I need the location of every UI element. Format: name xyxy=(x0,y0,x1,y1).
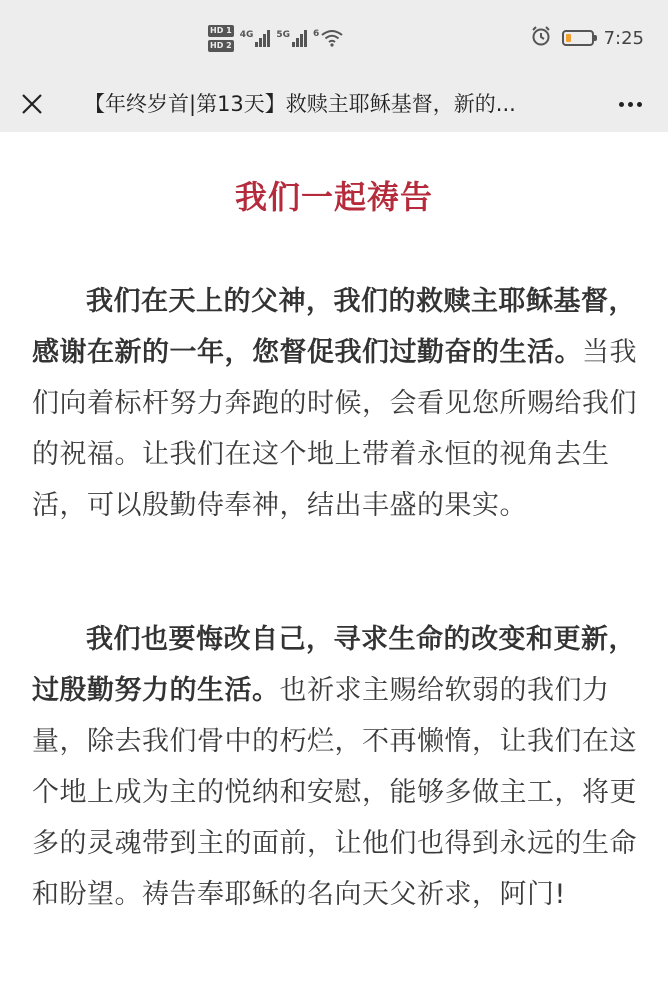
article-paragraph-1 xyxy=(32,276,638,531)
sim1-network-type: 4G xyxy=(239,29,254,40)
sim1-hd-badge xyxy=(208,25,234,37)
sim1-hd-label: HD 1 xyxy=(210,25,232,35)
sim1-signal-icon xyxy=(240,30,271,47)
sim2-hd-badge xyxy=(208,40,234,52)
sim-hd-badges xyxy=(208,25,234,52)
status-left-group xyxy=(208,20,343,56)
status-bar xyxy=(0,0,668,76)
more-icon xyxy=(619,102,624,107)
paragraph-2-text: 也祈求主赐给软弱的我们力量，除去我们骨中的朽烂，不再懒惰，让我们在这个地上成为主的悦纳和安慰，能够多做主工，将更多的灵魂带到主的面前，让他们也得到永远的生命和盼望。祷告奉耶稣的名向天父祈求，阿门! xyxy=(32,675,637,910)
page-title: 【年终岁首|第13天】救赎主耶稣基督，新的... xyxy=(84,92,516,116)
nav-bar xyxy=(0,76,668,132)
close-icon xyxy=(21,93,43,115)
article-heading: 我们一起祷告 xyxy=(234,178,433,216)
battery-icon xyxy=(562,30,594,46)
paragraph-2-bold: 我们也要悔改自己，寻求生命的改变和更新，过殷勤努力的生活。 xyxy=(32,624,636,706)
sim2-network-type: 5G xyxy=(276,29,290,40)
status-right-group xyxy=(530,24,644,52)
wifi-icon xyxy=(313,29,343,47)
more-button[interactable] xyxy=(612,90,648,118)
paragraph-1-bold: 我们在天上的父神，我们的救赎主耶稣基督，感谢在新的一年，您督促我们过勤奋的生活。 xyxy=(32,286,636,368)
article-paragraph-2 xyxy=(32,614,638,920)
close-button[interactable] xyxy=(14,86,50,122)
status-time: 7:25 xyxy=(603,27,644,49)
alarm-icon xyxy=(530,25,552,51)
sim2-signal-icon xyxy=(276,30,307,47)
sim2-hd-label: HD 2 xyxy=(210,40,232,50)
wifi-generation: 6 xyxy=(313,29,320,39)
paragraph-1-text: 当我们向着标杆努力奔跑的时候，会看见您所赐给我们的祝福。让我们在这个地上带着永恒的视角去生活，可以殷勤侍奉神，结出丰盛的果实。 xyxy=(32,337,637,521)
article-content xyxy=(0,132,668,1000)
